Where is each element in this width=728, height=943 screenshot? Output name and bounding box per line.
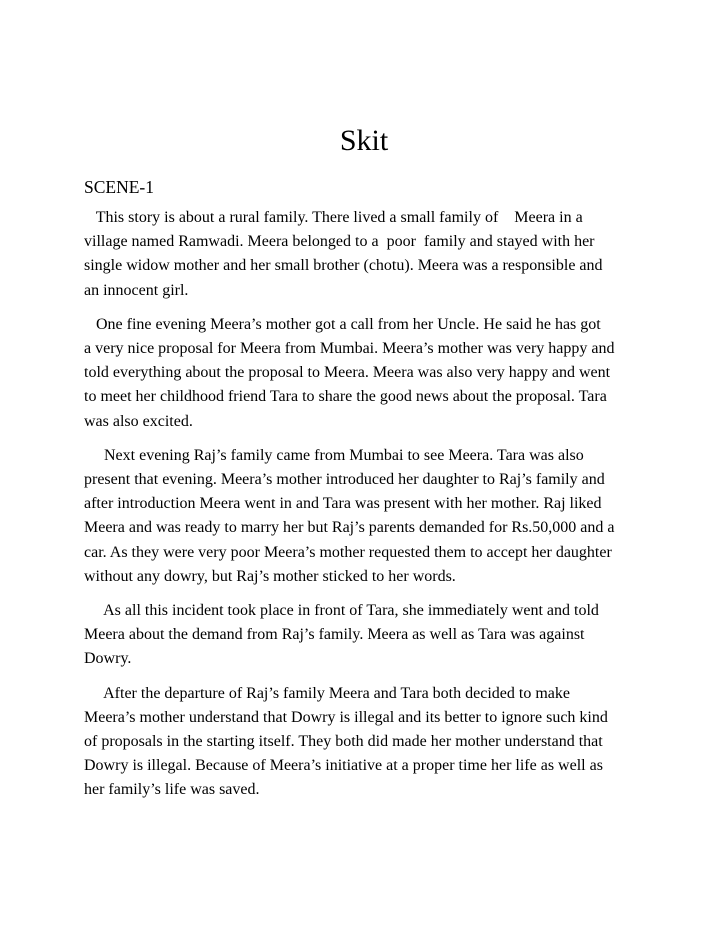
paragraph-line: her family’s life was saved.: [84, 781, 260, 799]
document-body: [84, 174, 654, 813]
paragraph-line: single widow mother and her small brother (chotu). Meera was a responsible and: [84, 257, 603, 275]
paragraph-line: This story is about a rural family. There lived a small family of Meera in a: [84, 209, 583, 226]
paragraph-line: present that evening. Meera’s mother introduced her daughter to Raj’s family and: [84, 471, 605, 489]
title-text: Skit: [339, 124, 389, 157]
paragraph-5: [84, 682, 654, 803]
paragraph-line: a very nice proposal for Meera from Mumbai. Meera’s mother was very happy and: [84, 340, 615, 358]
paragraph-line: after introduction Meera went in and Tara was present with her mother. Raj liked: [84, 495, 602, 513]
paragraph-2: [84, 313, 654, 434]
paragraph-line: of proposals in the starting itself. They both did made her mother understand that: [84, 733, 603, 751]
paragraph-line: Dowry.: [84, 650, 132, 668]
paragraph-line: an innocent girl.: [84, 281, 189, 299]
paragraph-line: Meera and was ready to marry her but Raj’s parents demanded for Rs.50,000 and a: [84, 519, 615, 537]
paragraph-1: [84, 206, 654, 303]
paragraph-line: Meera about the demand from Raj’s family. Meera as well as Tara was against: [84, 626, 585, 644]
paragraph-4: [84, 599, 654, 672]
paragraph-line: was also excited.: [84, 412, 193, 430]
paragraph-line: village named Ramwadi. Meera belonged to a poor family and stayed with her: [84, 233, 595, 251]
paragraph-line: One fine evening Meera’s mother got a call from her Uncle. He said he has got: [84, 315, 601, 333]
paragraph-line: As all this incident took place in front of Tara, she immediately went and told: [84, 602, 599, 620]
paragraph-line: to meet her childhood friend Tara to share the good news about the proposal. Tara: [84, 388, 607, 406]
paragraph-3: [84, 444, 654, 589]
paragraph-line: without any dowry, but Raj’s mother sticked to her words.: [84, 567, 456, 585]
document-title: [0, 123, 728, 159]
paragraph-line: told everything about the proposal to Meera. Meera was also very happy and went: [84, 364, 611, 382]
scene-heading: SCENE-1: [84, 177, 154, 197]
paragraph-line: Meera’s mother understand that Dowry is illegal and its better to ignore such kind: [84, 708, 608, 726]
paragraph-line: After the departure of Raj’s family Meera and Tara both decided to make: [84, 684, 570, 702]
paragraph-line: Next evening Raj’s family came from Mumbai to see Meera. Tara was also: [84, 446, 584, 464]
paragraph-line: car. As they were very poor Meera’s mother requested them to accept her daughter: [84, 543, 612, 561]
paragraph-line: Dowry is illegal. Because of Meera’s initiative at a proper time her life as well as: [84, 757, 603, 775]
